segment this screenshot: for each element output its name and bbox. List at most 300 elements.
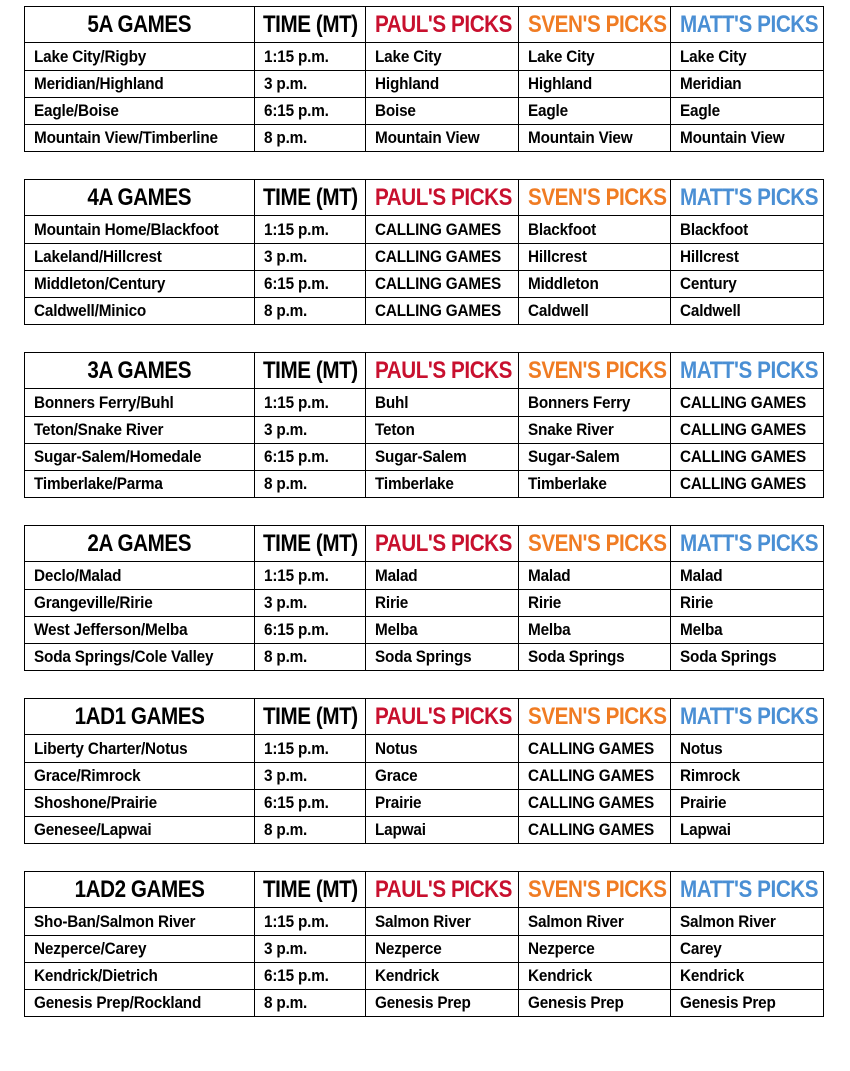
sven-pick: Ririe (528, 593, 562, 612)
game-time: 8 p.m. (264, 993, 308, 1012)
sven-pick: Kendrick (528, 966, 593, 985)
time-cell (255, 617, 366, 644)
paul-pick: Salmon River (375, 912, 471, 931)
matt-picks-header-label: MATT'S PICKS (680, 702, 819, 730)
sven-pick: Salmon River (528, 912, 624, 931)
matt-pick-cell (671, 590, 824, 617)
sven-picks-header (519, 7, 671, 43)
time-cell (255, 444, 366, 471)
paul-picks-header (366, 353, 519, 389)
matchup-cell (25, 817, 255, 844)
matchup: Grace/Rimrock (34, 766, 141, 785)
paul-pick-cell (366, 216, 519, 244)
game-row (25, 590, 824, 617)
time-cell (255, 471, 366, 498)
time-cell (255, 735, 366, 763)
matchup: Mountain View/Timberline (34, 128, 218, 147)
paul-pick: Lake City (375, 47, 442, 66)
matchup-cell (25, 936, 255, 963)
game-time: 1:15 p.m. (264, 566, 329, 585)
game-time: 1:15 p.m. (264, 393, 329, 412)
paul-pick-cell (366, 98, 519, 125)
header-row (25, 180, 824, 216)
game-row (25, 389, 824, 417)
matt-pick-cell (671, 936, 824, 963)
game-time: 8 p.m. (264, 647, 308, 666)
sven-pick: Lake City (528, 47, 595, 66)
matchup-cell (25, 71, 255, 98)
paul-pick: Kendrick (375, 966, 440, 985)
time-cell (255, 417, 366, 444)
paul-pick-cell (366, 71, 519, 98)
game-time: 3 p.m. (264, 766, 308, 785)
paul-pick-cell (366, 763, 519, 790)
sven-picks-header (519, 526, 671, 562)
matt-pick: CALLING GAMES (680, 393, 807, 412)
game-time: 8 p.m. (264, 474, 308, 493)
sven-pick-cell (519, 71, 671, 98)
matchup-cell (25, 125, 255, 152)
paul-pick-cell (366, 735, 519, 763)
paul-pick: Boise (375, 101, 416, 120)
paul-pick-cell (366, 817, 519, 844)
time-cell (255, 43, 366, 71)
game-time: 8 p.m. (264, 301, 308, 320)
game-time: 8 p.m. (264, 820, 308, 839)
matchup: Lakeland/Hillcrest (34, 247, 162, 266)
game-row (25, 617, 824, 644)
sven-pick: Middleton (528, 274, 599, 293)
picks-tables (24, 6, 823, 1044)
division-header (25, 699, 255, 735)
paul-pick-cell (366, 963, 519, 990)
matt-pick-cell (671, 644, 824, 671)
paul-pick: Malad (375, 566, 418, 585)
matchup: West Jefferson/Melba (34, 620, 188, 639)
paul-picks-header-label: PAUL'S PICKS (375, 183, 512, 211)
matchup-cell (25, 990, 255, 1017)
time-cell (255, 98, 366, 125)
sven-pick-cell (519, 936, 671, 963)
paul-pick-cell (366, 936, 519, 963)
matchup-cell (25, 98, 255, 125)
sven-pick-cell (519, 298, 671, 325)
game-time: 1:15 p.m. (264, 220, 329, 239)
sven-pick: Melba (528, 620, 571, 639)
paul-pick: Buhl (375, 393, 409, 412)
time-cell (255, 71, 366, 98)
matt-pick-cell (671, 763, 824, 790)
game-row (25, 817, 824, 844)
matt-pick: CALLING GAMES (680, 474, 807, 493)
sven-pick: Nezperce (528, 939, 595, 958)
division-header (25, 180, 255, 216)
matt-pick: Blackfoot (680, 220, 749, 239)
sven-pick-cell (519, 43, 671, 71)
matt-picks-header-label: MATT'S PICKS (680, 10, 819, 38)
paul-pick: Melba (375, 620, 418, 639)
division-label: 2A GAMES (87, 529, 192, 557)
matt-pick-cell (671, 125, 824, 152)
game-time: 1:15 p.m. (264, 912, 329, 931)
matchup-cell (25, 444, 255, 471)
header-row (25, 526, 824, 562)
game-row (25, 990, 824, 1017)
matchup-cell (25, 389, 255, 417)
paul-picks-header (366, 699, 519, 735)
header-row (25, 699, 824, 735)
sven-pick-cell (519, 417, 671, 444)
sven-pick-cell (519, 617, 671, 644)
paul-picks-header-label: PAUL'S PICKS (375, 702, 512, 730)
paul-pick-cell (366, 908, 519, 936)
matt-pick-cell (671, 43, 824, 71)
paul-pick-cell (366, 444, 519, 471)
division-table (24, 525, 824, 671)
matt-pick-cell (671, 417, 824, 444)
matt-pick: Carey (680, 939, 722, 958)
division-table (24, 179, 824, 325)
matchup-cell (25, 735, 255, 763)
sven-pick: Blackfoot (528, 220, 597, 239)
matt-pick-cell (671, 963, 824, 990)
paul-pick: Genesis Prep (375, 993, 471, 1012)
sven-pick-cell (519, 735, 671, 763)
time-header-label: TIME (MT) (263, 356, 358, 384)
paul-picks-header (366, 180, 519, 216)
matt-pick: Hillcrest (680, 247, 739, 266)
matchup-cell (25, 644, 255, 671)
paul-pick-cell (366, 298, 519, 325)
paul-pick-cell (366, 43, 519, 71)
division-header (25, 7, 255, 43)
matchup: Shoshone/Prairie (34, 793, 157, 812)
game-time: 6:15 p.m. (264, 620, 329, 639)
sven-pick-cell (519, 763, 671, 790)
division-label: 3A GAMES (87, 356, 192, 384)
sven-pick: Soda Springs (528, 647, 625, 666)
game-time: 8 p.m. (264, 128, 308, 147)
matt-pick-cell (671, 444, 824, 471)
game-row (25, 244, 824, 271)
division-label: 4A GAMES (87, 183, 192, 211)
paul-pick: CALLING GAMES (375, 274, 502, 293)
time-header-label: TIME (MT) (263, 10, 358, 38)
sven-pick: Highland (528, 74, 593, 93)
sven-pick-cell (519, 389, 671, 417)
matt-picks-header (671, 699, 824, 735)
paul-pick-cell (366, 617, 519, 644)
matt-pick: Meridian (680, 74, 742, 93)
matt-pick-cell (671, 216, 824, 244)
paul-pick: CALLING GAMES (375, 301, 502, 320)
matchup: Declo/Malad (34, 566, 122, 585)
sven-pick: Mountain View (528, 128, 633, 147)
division-table (24, 698, 824, 844)
matt-pick-cell (671, 471, 824, 498)
matt-pick-cell (671, 735, 824, 763)
matt-picks-header-label: MATT'S PICKS (680, 875, 819, 903)
game-time: 3 p.m. (264, 593, 308, 612)
sven-pick: Genesis Prep (528, 993, 624, 1012)
sven-pick-cell (519, 562, 671, 590)
sven-picks-header-label: SVEN'S PICKS (528, 356, 667, 384)
sven-pick-cell (519, 644, 671, 671)
matchup: Sugar-Salem/Homedale (34, 447, 202, 466)
sven-pick-cell (519, 244, 671, 271)
time-cell (255, 244, 366, 271)
game-time: 6:15 p.m. (264, 274, 329, 293)
matt-pick: Eagle (680, 101, 720, 120)
paul-pick-cell (366, 471, 519, 498)
game-row (25, 98, 824, 125)
sven-pick: Timberlake (528, 474, 607, 493)
game-row (25, 417, 824, 444)
matt-pick-cell (671, 817, 824, 844)
matt-pick: Salmon River (680, 912, 776, 931)
sven-picks-header-label: SVEN'S PICKS (528, 10, 667, 38)
matchup-cell (25, 298, 255, 325)
matt-pick: Mountain View (680, 128, 785, 147)
sven-pick: CALLING GAMES (528, 793, 655, 812)
game-time: 3 p.m. (264, 74, 308, 93)
matchup: Grangeville/Ririe (34, 593, 153, 612)
game-row (25, 271, 824, 298)
paul-picks-header-label: PAUL'S PICKS (375, 875, 512, 903)
paul-pick-cell (366, 271, 519, 298)
time-header (255, 699, 366, 735)
matchup: Eagle/Boise (34, 101, 119, 120)
matchup: Middleton/Century (34, 274, 166, 293)
matchup: Caldwell/Minico (34, 301, 147, 320)
time-cell (255, 298, 366, 325)
game-time: 3 p.m. (264, 420, 308, 439)
header-row (25, 872, 824, 908)
game-row (25, 963, 824, 990)
sven-pick: Hillcrest (528, 247, 587, 266)
paul-picks-header-label: PAUL'S PICKS (375, 529, 512, 557)
time-cell (255, 644, 366, 671)
matt-pick: Genesis Prep (680, 993, 776, 1012)
sven-pick-cell (519, 990, 671, 1017)
sven-pick-cell (519, 817, 671, 844)
matt-pick: Lake City (680, 47, 747, 66)
sven-pick-cell (519, 125, 671, 152)
sven-picks-header (519, 872, 671, 908)
matchup: Timberlake/Parma (34, 474, 163, 493)
paul-pick-cell (366, 790, 519, 817)
sven-pick-cell (519, 98, 671, 125)
matt-picks-header (671, 180, 824, 216)
paul-pick: Highland (375, 74, 440, 93)
time-cell (255, 389, 366, 417)
division-table (24, 6, 824, 152)
sven-picks-header-label: SVEN'S PICKS (528, 875, 667, 903)
division-header (25, 872, 255, 908)
sven-picks-header-label: SVEN'S PICKS (528, 183, 667, 211)
paul-pick: Soda Springs (375, 647, 472, 666)
matchup: Genesis Prep/Rockland (34, 993, 202, 1012)
matt-pick-cell (671, 71, 824, 98)
division-label: 5A GAMES (87, 10, 192, 38)
matchup: Kendrick/Dietrich (34, 966, 158, 985)
matt-picks-header-label: MATT'S PICKS (680, 183, 819, 211)
matchup-cell (25, 43, 255, 71)
time-cell (255, 963, 366, 990)
paul-pick: Grace (375, 766, 418, 785)
time-cell (255, 817, 366, 844)
game-time: 1:15 p.m. (264, 739, 329, 758)
sven-pick: Eagle (528, 101, 568, 120)
paul-pick: Prairie (375, 793, 422, 812)
game-row (25, 735, 824, 763)
sven-pick: Malad (528, 566, 571, 585)
matt-pick: CALLING GAMES (680, 447, 807, 466)
sven-pick: Sugar-Salem (528, 447, 620, 466)
matchup: Soda Springs/Cole Valley (34, 647, 214, 666)
matchup-cell (25, 963, 255, 990)
time-cell (255, 936, 366, 963)
matt-pick: Malad (680, 566, 723, 585)
time-header (255, 526, 366, 562)
paul-pick-cell (366, 389, 519, 417)
matt-pick: Prairie (680, 793, 727, 812)
game-time: 3 p.m. (264, 247, 308, 266)
matchup-cell (25, 271, 255, 298)
matt-pick-cell (671, 298, 824, 325)
matt-pick-cell (671, 244, 824, 271)
game-row (25, 125, 824, 152)
matt-picks-header (671, 353, 824, 389)
matt-pick-cell (671, 617, 824, 644)
paul-pick: CALLING GAMES (375, 247, 502, 266)
paul-pick: Timberlake (375, 474, 454, 493)
matchup-cell (25, 790, 255, 817)
matt-picks-header (671, 7, 824, 43)
sven-pick-cell (519, 216, 671, 244)
game-row (25, 908, 824, 936)
sven-pick: CALLING GAMES (528, 766, 655, 785)
matchup: Teton/Snake River (34, 420, 164, 439)
paul-pick-cell (366, 990, 519, 1017)
matt-pick: Soda Springs (680, 647, 777, 666)
matt-picks-header (671, 872, 824, 908)
matt-picks-header (671, 526, 824, 562)
matchup: Lake City/Rigby (34, 47, 147, 66)
division-table (24, 352, 824, 498)
paul-pick: Mountain View (375, 128, 480, 147)
sven-pick: Bonners Ferry (528, 393, 631, 412)
time-cell (255, 216, 366, 244)
matt-pick: CALLING GAMES (680, 420, 807, 439)
paul-picks-header-label: PAUL'S PICKS (375, 10, 512, 38)
matchup: Bonners Ferry/Buhl (34, 393, 174, 412)
sven-picks-header (519, 180, 671, 216)
paul-pick-cell (366, 244, 519, 271)
paul-pick-cell (366, 562, 519, 590)
game-row (25, 71, 824, 98)
matt-pick-cell (671, 98, 824, 125)
game-time: 3 p.m. (264, 939, 308, 958)
matchup-cell (25, 908, 255, 936)
game-row (25, 216, 824, 244)
sven-pick-cell (519, 444, 671, 471)
sven-picks-header-label: SVEN'S PICKS (528, 702, 667, 730)
matt-pick: Ririe (680, 593, 714, 612)
game-row (25, 43, 824, 71)
division-label: 1AD1 GAMES (74, 702, 205, 730)
sven-picks-header-label: SVEN'S PICKS (528, 529, 667, 557)
matchup-cell (25, 216, 255, 244)
time-cell (255, 990, 366, 1017)
division-table (24, 871, 824, 1017)
sven-pick-cell (519, 271, 671, 298)
game-row (25, 298, 824, 325)
matchup-cell (25, 471, 255, 498)
game-time: 6:15 p.m. (264, 793, 329, 812)
game-row (25, 444, 824, 471)
paul-pick: Lapwai (375, 820, 426, 839)
sven-pick-cell (519, 471, 671, 498)
matt-pick-cell (671, 990, 824, 1017)
matt-pick: Caldwell (680, 301, 741, 320)
matt-pick: Lapwai (680, 820, 731, 839)
game-time: 6:15 p.m. (264, 447, 329, 466)
sven-pick-cell (519, 790, 671, 817)
time-cell (255, 590, 366, 617)
header-row (25, 7, 824, 43)
time-header-label: TIME (MT) (263, 183, 358, 211)
paul-picks-header (366, 872, 519, 908)
paul-pick: Notus (375, 739, 418, 758)
matt-pick-cell (671, 908, 824, 936)
game-row (25, 644, 824, 671)
matchup: Liberty Charter/Notus (34, 739, 188, 758)
game-time: 6:15 p.m. (264, 966, 329, 985)
time-header (255, 353, 366, 389)
game-row (25, 936, 824, 963)
matt-picks-header-label: MATT'S PICKS (680, 356, 819, 384)
matchup-cell (25, 763, 255, 790)
game-row (25, 763, 824, 790)
time-header-label: TIME (MT) (263, 875, 358, 903)
matchup-cell (25, 617, 255, 644)
sven-pick-cell (519, 590, 671, 617)
game-row (25, 562, 824, 590)
paul-pick: Nezperce (375, 939, 442, 958)
matchup: Mountain Home/Blackfoot (34, 220, 219, 239)
matt-pick-cell (671, 389, 824, 417)
time-header (255, 7, 366, 43)
matt-pick-cell (671, 271, 824, 298)
sven-pick: Snake River (528, 420, 614, 439)
time-cell (255, 908, 366, 936)
game-row (25, 790, 824, 817)
paul-pick: Ririe (375, 593, 409, 612)
matchup-cell (25, 417, 255, 444)
matchup: Sho-Ban/Salmon River (34, 912, 196, 931)
game-time: 6:15 p.m. (264, 101, 329, 120)
matchup: Nezperce/Carey (34, 939, 147, 958)
paul-pick: Sugar-Salem (375, 447, 467, 466)
paul-pick-cell (366, 125, 519, 152)
matt-pick-cell (671, 790, 824, 817)
paul-picks-header (366, 7, 519, 43)
division-header (25, 353, 255, 389)
time-header-label: TIME (MT) (263, 529, 358, 557)
sven-pick: CALLING GAMES (528, 739, 655, 758)
time-header (255, 180, 366, 216)
